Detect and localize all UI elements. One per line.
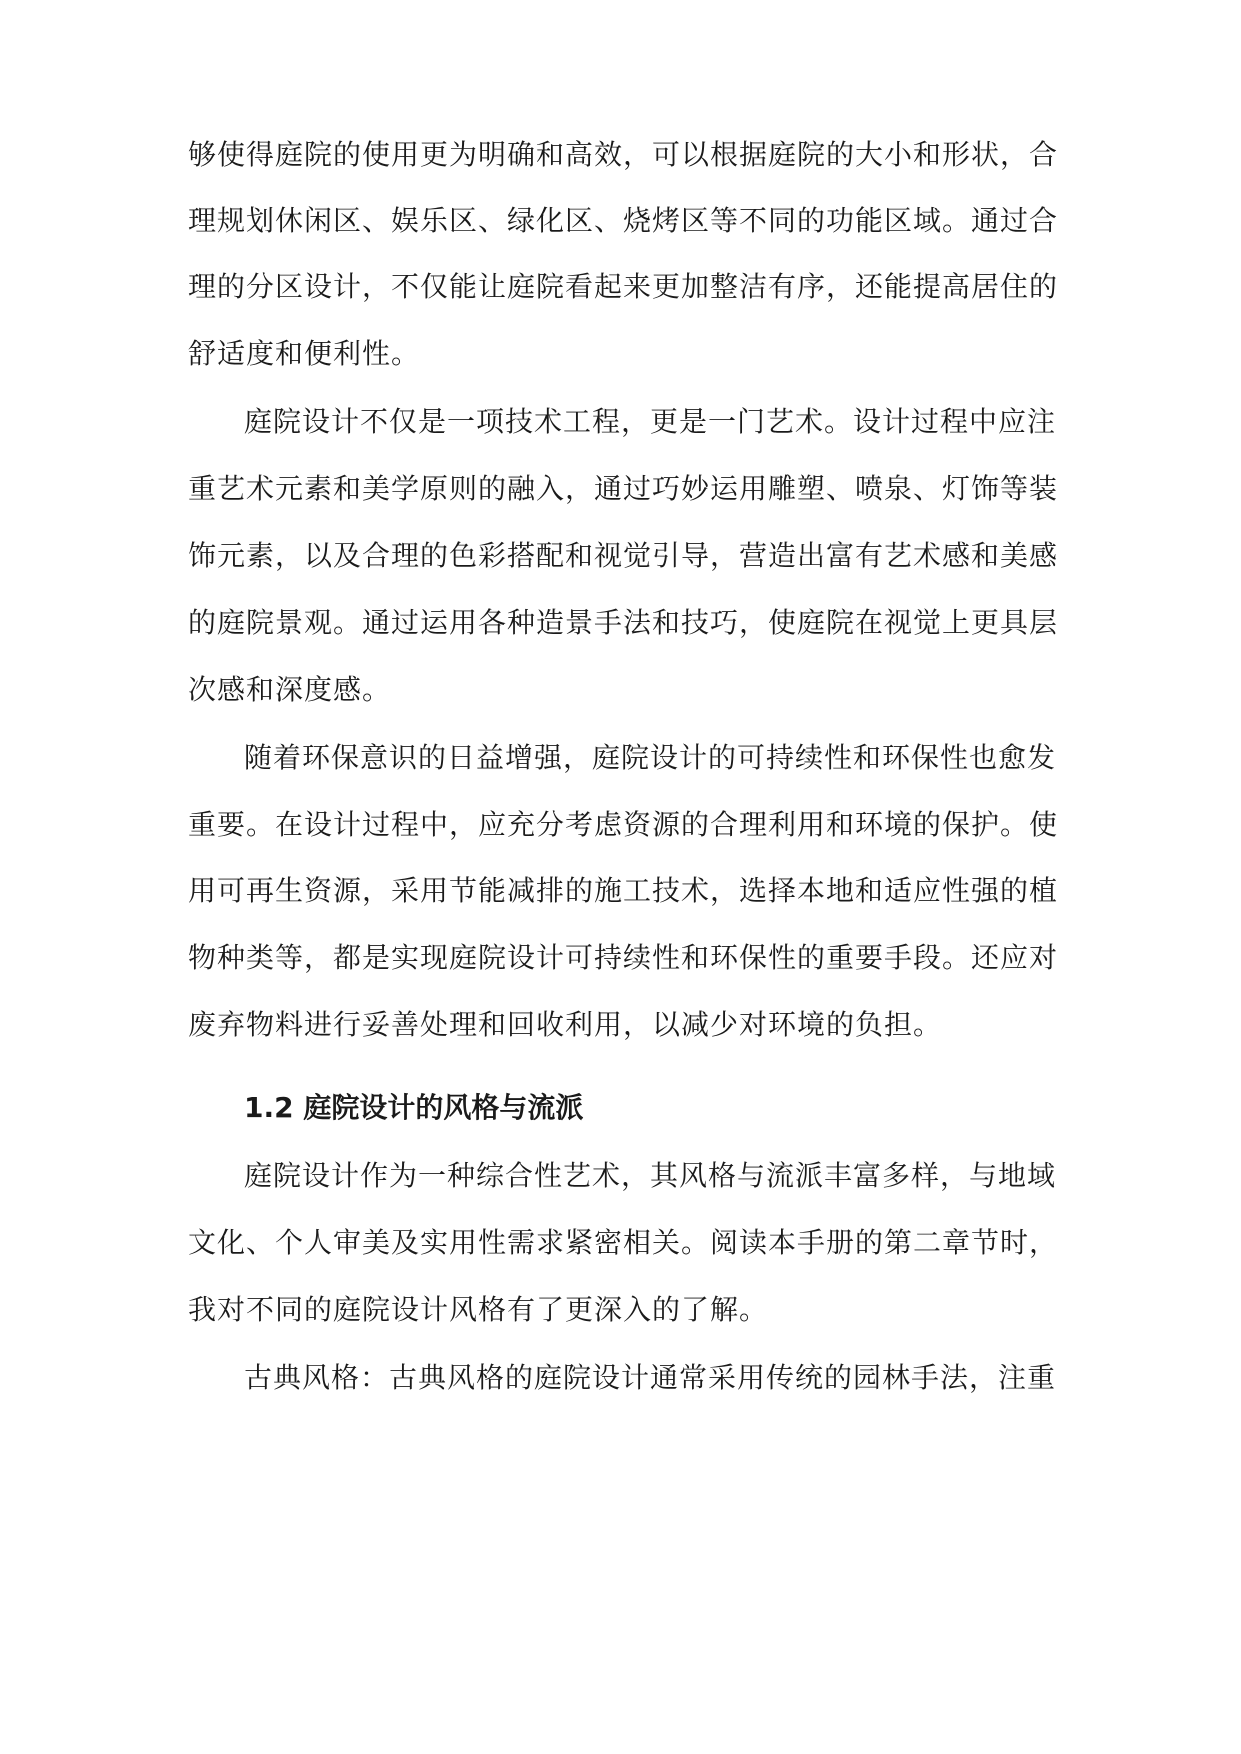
- section-paragraph-2-line-1: 古典风格：古典风格的庭院设计通常采用传统的园林手法，注重: [244, 1361, 1057, 1394]
- paragraph-3-line-3: 用可再生资源，采用节能减排的施工技术，选择本地和适应性强的植: [188, 874, 1058, 907]
- paragraph-2-line-1: 庭院设计不仅是一项技术工程，更是一门艺术。设计过程中应注: [244, 405, 1057, 438]
- paragraph-2-line-4: 的庭院景观。通过运用各种造景手法和技巧，使庭院在视觉上更具层: [188, 606, 1058, 639]
- paragraph-3-line-5: 废弃物料进行妥善处理和回收利用，以减少对环境的负担。: [188, 1008, 943, 1041]
- paragraph-2-line-2: 重艺术元素和美学原则的融入，通过巧妙运用雕塑、喷泉、灯饰等装: [188, 472, 1058, 505]
- paragraph-1-line-1: 够使得庭院的使用更为明确和高效，可以根据庭院的大小和形状，合: [188, 138, 1058, 171]
- paragraph-1-line-3: 理的分区设计，不仅能让庭院看起来更加整洁有序，还能提高居住的: [188, 270, 1058, 303]
- section-paragraph-1-line-1: 庭院设计作为一种综合性艺术，其风格与流派丰富多样，与地域: [244, 1159, 1057, 1192]
- section-paragraph-1-line-3: 我对不同的庭院设计风格有了更深入的了解。: [188, 1293, 769, 1326]
- paragraph-2-line-5: 次感和深度感。: [188, 673, 392, 706]
- paragraph-3-line-4: 物种类等，都是实现庭院设计可持续性和环保性的重要手段。还应对: [188, 941, 1058, 974]
- paragraph-1-line-2: 理规划休闲区、娱乐区、绿化区、烧烤区等不同的功能区域。通过合: [188, 204, 1058, 237]
- section-heading: 1.2 庭院设计的风格与流派: [244, 1091, 584, 1124]
- paragraph-2-line-3: 饰元素，以及合理的色彩搭配和视觉引导，营造出富有艺术感和美感: [188, 539, 1058, 572]
- section-paragraph-1-line-2: 文化、个人审美及实用性需求紧密相关。阅读本手册的第二章节时，: [188, 1226, 1058, 1259]
- paragraph-3-line-2: 重要。在设计过程中，应充分考虑资源的合理利用和环境的保护。使: [188, 808, 1058, 841]
- paragraph-3-line-1: 随着环保意识的日益增强，庭院设计的可持续性和环保性也愈发: [244, 741, 1057, 774]
- paragraph-1-line-4: 舒适度和便利性。: [188, 337, 421, 370]
